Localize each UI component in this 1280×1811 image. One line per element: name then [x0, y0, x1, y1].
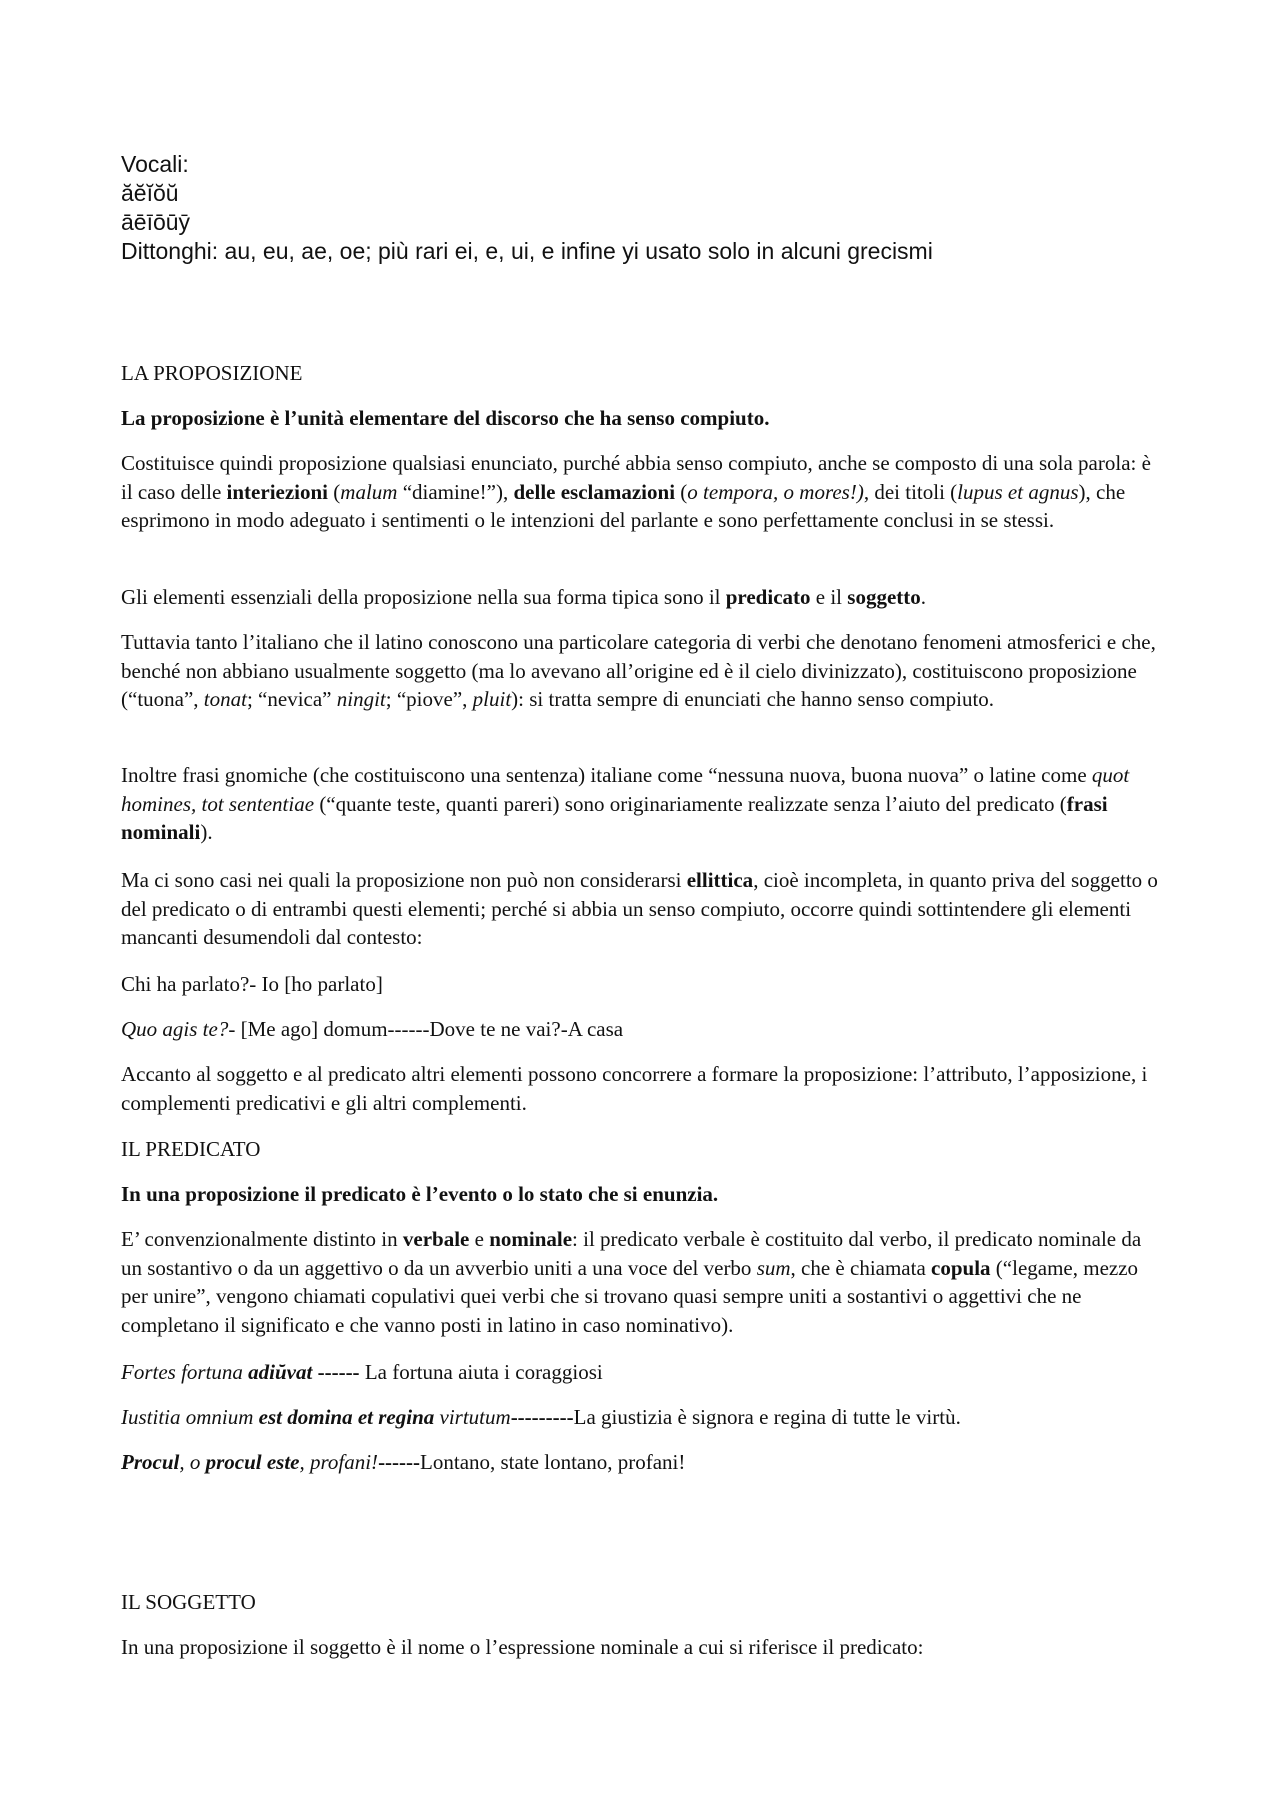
vocali-lunghe: āēīōūȳ: [121, 209, 191, 235]
paragraph-interiezioni: Costituisce quindi proposizione qualsiasi enunciato, purché abbia senso compiuto, anche se composto di una sola parola: è il caso delle interiezioni (malum “diamine!”), delle esclamazioni (o tempora, o mores!), dei titoli (lupus et agnus), che esprimono in modo adeguato i sentimenti o le intenzioni del parlante e sono perfettamente conclusi in se stessi.: [121, 451, 1151, 532]
example-procul: Procul, o procul este, profani!------Lontano, state lontano, profani!: [121, 1450, 686, 1474]
paragraph-frasi-gnomiche: Inoltre frasi gnomiche (che costituiscono una sentenza) italiane come “nessuna nuova, buona nuova” o latine come quot homines, tot sententiae (“quante teste, quanti pareri) sono originariamente realizzate senza l’aiuto del predicato (frasi nominali).: [121, 763, 1130, 844]
dittonghi-line: Dittonghi: au, eu, ae, oe; più rari ei, e, ui, e infine yi usato solo in alcuni grecismi: [121, 238, 933, 264]
paragraph-verbi-atmosferici: Tuttavia tanto l’italiano che il latino conoscono una particolare categoria di verbi che denotano fenomeni atmosferici e che, benché non abbiano usualmente soggetto (ma lo avevano all’origine ed è il cielo divinizzato), costituiscono proposizione (“tuona”, tonat; “nevica” ningit; “piove”, pluit): si tratta sempre di enunciati che hanno senso compiuto.: [121, 630, 1156, 711]
vocali-brevi: ăĕĭŏŭ: [121, 180, 179, 206]
definition-text: La proposizione è l’unità elementare del discorso che ha senso compiuto.: [121, 406, 770, 430]
example-quo-agis-te: Quo agis te?- [Me ago] domum------Dove te ne vai?-A casa: [121, 1017, 624, 1041]
paragraph-accanto: Accanto al soggetto e al predicato altri elementi possono concorrere a formare la proposizione: l’attributo, l’apposizione, i complementi predicativi e gli altri complementi.: [121, 1062, 1148, 1115]
vocali-heading: Vocali:: [121, 151, 189, 177]
predicato-definition: [121, 1180, 1166, 1209]
section-title-soggetto: IL SOGGETTO: [121, 1590, 256, 1614]
proposizione-definition: [121, 404, 1166, 433]
example-fortes-fortuna: Fortes fortuna adiŭvat ------ La fortuna aiuta i coraggiosi: [121, 1360, 603, 1384]
definition-text: In una proposizione il predicato è l’evento o lo stato che si enunzia.: [121, 1182, 719, 1206]
section-title-predicato: IL PREDICATO: [121, 1137, 261, 1161]
section-title-proposizione: LA PROPOSIZIONE: [121, 361, 303, 385]
soggetto-definition: In una proposizione il soggetto è il nome o l’espressione nominale a cui si riferisce il predicato:: [121, 1635, 924, 1659]
paragraph-verbale-nominale: E’ convenzionalmente distinto in verbale e nominale: il predicato verbale è costituito dal verbo, il predicato nominale da un sostantivo o da un aggettivo o da un avverbio uniti a una voce del verbo sum, che è chiamata copula (“legame, mezzo per unire”, vengono chiamati copulativi quei verbi che si trovano quasi sempre uniti a sostantivi o aggettivi che ne completano il significato e che vanno posti in latino in caso nominativo).: [121, 1227, 1142, 1337]
example-chi-ha-parlato: Chi ha parlato?- Io [ho parlato]: [121, 972, 383, 996]
paragraph-ellittica: Ma ci sono casi nei quali la proposizione non può non considerarsi ellittica, cioè incompleta, in quanto priva del soggetto o del predicato o di entrambi questi elementi; perché si abbia un senso compiuto, occorre quindi sottintendere gli elementi mancanti desumendoli dal contesto:: [121, 868, 1158, 949]
paragraph-elementi-essenziali: Gli elementi essenziali della proposizione nella sua forma tipica sono il predicato e il soggetto.: [121, 585, 926, 609]
example-iustitia: Iustitia omnium est domina et regina virtutum---------La giustizia è signora e regina di tutte le virtù.: [121, 1405, 961, 1429]
